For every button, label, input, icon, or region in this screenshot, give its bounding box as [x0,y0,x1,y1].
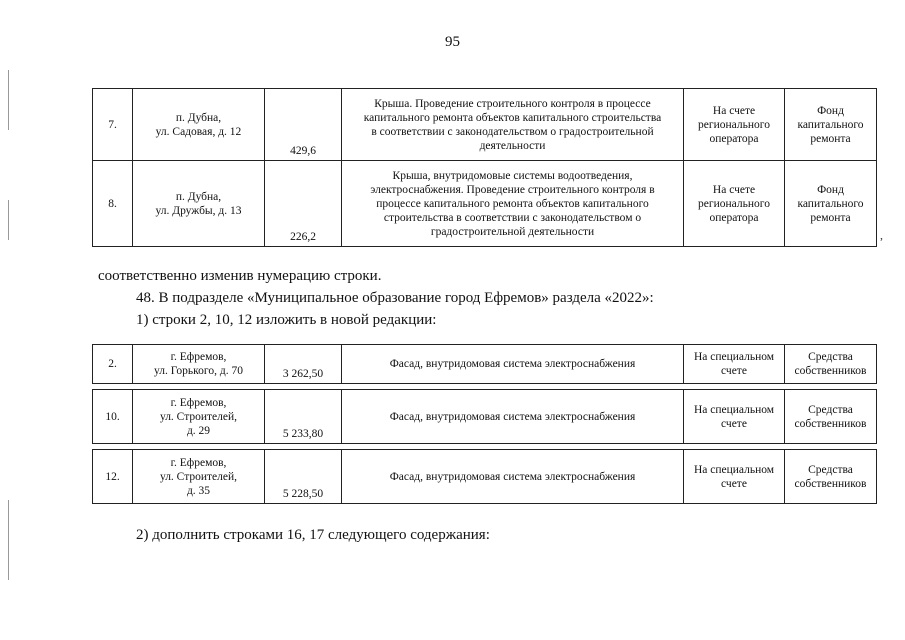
paragraph-item-2: 2) дополнить строками 16, 17 следующего содержания: [136,527,490,543]
account-line: счете [721,417,747,430]
work-description-cell: Фасад, внутридомовая система электроснабжения [342,345,684,384]
renovation-table-b-row [92,389,877,444]
account-line: оператора [709,132,759,145]
account-line: оператора [709,211,759,224]
paragraph-renumbering-note: соответственно изменив нумерацию строки. [98,268,382,284]
work-line: градостроительной деятельности [430,225,595,238]
work-line: в соответствии с законодательством о градостроительной [371,125,654,138]
account-line: счете [721,477,747,490]
table-row [93,450,877,504]
amount-cell: 5 233,80 [265,390,342,444]
source-line: Фонд [817,104,844,117]
scan-artifact [8,500,9,580]
account-cell [684,161,785,247]
work-description-cell: Фасад, внутридомовая система электроснабжения [342,390,684,444]
account-line: На счете [712,183,756,196]
source-line: собственников [794,365,867,377]
funding-source-cell [785,89,877,161]
source-line: собственников [794,477,867,490]
address-cell [133,345,265,384]
funding-source-cell [785,390,877,444]
row-number: 12. [93,450,133,504]
account-line: счете [721,365,747,377]
funding-source-cell [785,345,877,384]
address-cell [133,161,265,247]
trailing-comma: , [880,228,883,242]
address-line: ул. Дружбы, д. 13 [155,204,242,217]
source-line: ремонта [810,211,851,224]
address-cell [133,89,265,161]
work-description-cell [342,89,684,161]
amount-cell: 226,2 [265,161,342,247]
address-line: г. Ефремов, [170,396,227,409]
work-line: электроснабжения. Проведение строительного контроля в [370,183,655,196]
account-cell [684,390,785,444]
work-line: капитального ремонта объектов капитального строительства [363,111,662,124]
work-description-cell: Фасад, внутридомовая система электроснабжения [342,450,684,504]
account-cell [684,345,785,384]
source-line: собственников [794,417,867,430]
account-cell [684,450,785,504]
address-line: д. 35 [186,484,211,497]
work-line: Крыша, внутридомовые системы водоотведения, [392,169,633,182]
source-line: Средства [808,463,853,476]
account-line: На специальном [693,463,775,476]
source-line: Средства [808,351,853,363]
amount-cell: 3 262,50 [265,345,342,384]
address-line: г. Ефремов, [170,351,227,363]
address-line: п. Дубна, [175,111,222,124]
source-line: Фонд [817,183,844,196]
table-row [93,89,877,161]
address-cell [133,390,265,444]
address-line: г. Ефремов, [170,456,227,469]
row-number: 2. [93,345,133,384]
address-line: п. Дубна, [175,190,222,203]
table-row [93,161,877,247]
funding-source-cell [785,450,877,504]
account-line: На специальном [693,403,775,416]
work-description-cell [342,161,684,247]
address-line: ул. Строителей, [159,410,238,423]
page-number: 95 [445,34,460,50]
row-number: 10. [93,390,133,444]
work-line: процессе капитального ремонта объектов капитального [376,197,649,210]
row-number: 7. [93,89,133,161]
work-line: Крыша. Проведение строительного контроля в процессе [374,97,651,110]
amount-cell: 5 228,50 [265,450,342,504]
scan-artifact [8,200,9,240]
scan-artifact [8,70,9,130]
row-number: 8. [93,161,133,247]
source-line: капитального [797,118,864,131]
source-line: Средства [808,403,853,416]
address-line: ул. Горького, д. 70 [154,365,243,377]
paragraph-item-1: 1) строки 2, 10, 12 изложить в новой редакции: [136,312,437,328]
renovation-table-a [92,88,877,247]
renovation-table-b-row [92,344,877,384]
account-line: регионального [698,118,770,131]
account-line: регионального [698,197,770,210]
paragraph-section-48: 48. В подразделе «Муниципальное образование город Ефремов» раздела «2022»: [136,290,654,306]
work-line: деятельности [479,139,546,152]
renovation-table-b-row [92,449,877,504]
source-line: капитального [797,197,864,210]
address-line: ул. Строителей, [159,470,238,483]
address-line: д. 29 [186,424,211,437]
address-cell [133,450,265,504]
work-line: строительства в соответствии с законодательством о [383,211,642,224]
account-line: На счете [712,104,756,117]
account-line: На специальном [693,351,775,363]
source-line: ремонта [810,132,851,145]
table-row [93,390,877,444]
amount-cell: 429,6 [265,89,342,161]
table-row [93,345,877,384]
address-line: ул. Садовая, д. 12 [155,125,242,138]
account-cell [684,89,785,161]
funding-source-cell [785,161,877,247]
